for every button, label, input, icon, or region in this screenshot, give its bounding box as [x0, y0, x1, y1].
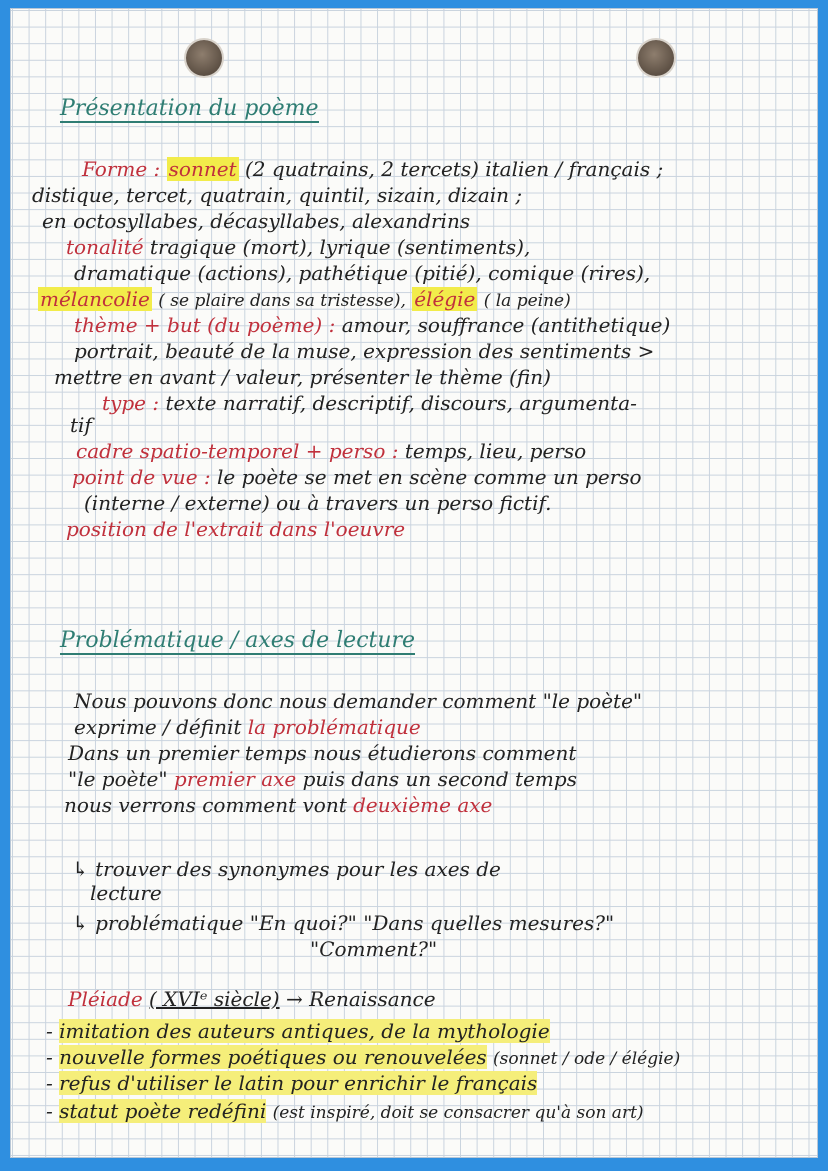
sonnet-highlight: sonnet	[168, 157, 237, 181]
list-item: - refus d'utiliser le latin pour enrichir le français	[46, 1071, 538, 1095]
type-label: type :	[102, 391, 160, 415]
theme-line-3: mettre en avant / valeur, présenter le thème (fin)	[54, 365, 551, 389]
melancolie-highlight: mélancolie	[40, 287, 150, 311]
point-de-vue-line-2: (interne / externe) ou à travers un perso fictif.	[84, 491, 552, 515]
cadre-line: cadre spatio-temporel + perso : temps, lieu, perso	[76, 439, 587, 463]
type-line: type : texte narratif, descriptif, discours, argumenta-	[102, 391, 637, 415]
forme-line-2: distique, tercet, quatrain, quintil, sizain, dizain ;	[32, 183, 523, 207]
punch-hole-left	[186, 40, 222, 76]
theme-label: thème + but (du poème) :	[74, 313, 336, 337]
problematique-line-5: nous verrons comment vont deuxième axe	[64, 793, 493, 817]
section-title-presentation: Présentation du poème	[60, 96, 319, 121]
position-line: position de l'extrait dans l'oeuvre	[66, 517, 406, 541]
section-title-problematique: Problématique / axes de lecture	[60, 628, 416, 653]
problematique-line-3: Dans un premier temps nous étudierons comment	[68, 741, 577, 765]
problematique-line-4: "le poète" premier axe puis dans un second temps	[68, 767, 577, 791]
problematique-line-1: Nous pouvons donc nous demander comment "le poète"	[74, 689, 643, 713]
melancolie-line: mélancolie ( se plaire dans sa tristesse), élégie ( la peine)	[40, 287, 571, 311]
theme-line-2: portrait, beauté de la muse, expression des sentiments >	[74, 339, 655, 363]
synonymes-line: ↳ trouver des synonymes pour les axes de	[72, 857, 501, 881]
pleiade-title: Pléiade	[68, 987, 143, 1011]
forme-line: Forme : sonnet (2 quatrains, 2 tercets) italien / français ;	[82, 157, 664, 181]
forme-line-3: en octosyllabes, décasyllabes, alexandrins	[42, 209, 471, 233]
list-item: - imitation des auteurs antiques, de la mythologie	[46, 1019, 550, 1043]
notebook-page	[10, 8, 818, 1158]
tonalite-label: tonalité	[66, 235, 144, 259]
tonalite-line-2: dramatique (actions), pathétique (pitié), comique (rires),	[74, 261, 651, 285]
pleiade-line: Pléiade ( XVIᵉ siècle) → Renaissance	[68, 987, 436, 1011]
synonymes-line-2: lecture	[90, 881, 162, 905]
point-de-vue-label: point de vue :	[72, 465, 211, 489]
problematique-line-2: exprime / définit la problématique	[74, 715, 421, 739]
point-de-vue-line: point de vue : le poète se met en scène comme un perso	[72, 465, 642, 489]
questions-line: ↳ problématique "En quoi?" "Dans quelles mesures?"	[72, 911, 615, 935]
cadre-label: cadre spatio-temporel + perso :	[76, 439, 399, 463]
list-item: - statut poète redéfini (est inspiré, doit se consacrer qu'à son art)	[46, 1099, 644, 1123]
tonalite-line: tonalité tragique (mort), lyrique (sentiments),	[66, 235, 531, 259]
pleiade-century: ( XVIᵉ siècle)	[149, 987, 280, 1011]
punch-hole-right	[638, 40, 674, 76]
forme-label: Forme	[82, 157, 148, 181]
type-line-2: tif	[70, 413, 92, 437]
questions-line-2: "Comment?"	[310, 937, 438, 961]
theme-line: thème + but (du poème) : amour, souffrance (antithetique)	[74, 313, 671, 337]
list-item: - nouvelle formes poétiques ou renouvelées (sonnet / ode / élégie)	[46, 1045, 681, 1069]
elegie-highlight: élégie	[414, 287, 476, 311]
